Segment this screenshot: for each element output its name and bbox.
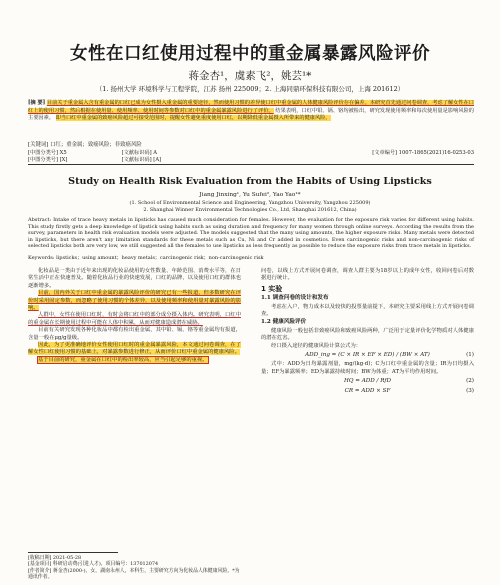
right-paragraph-1: 考虑在入户，物力成本以及较快的投票量前提下，本研究主要采用线上方式开展问卷调查。 — [261, 303, 474, 318]
section-heading-1: 1 实验 — [261, 284, 283, 293]
clc-number: [中图分类号] X5 — [28, 150, 67, 156]
document-code-2: [文献标识码] [A] — [121, 157, 162, 163]
footnote-funding: [基金项目] 科研启动费(引进人才)，项目编号：137012074 — [28, 561, 159, 568]
right-paragraph-3: 经口摄入途径的健康风险计算公式为： — [271, 342, 362, 349]
affiliation-en — [0, 200, 500, 213]
formula-2 — [261, 378, 474, 385]
body-right-column — [261, 268, 474, 397]
document-code: [文献标识码] A — [121, 150, 158, 156]
meta-row-2 — [28, 156, 474, 163]
header-divider — [28, 164, 474, 165]
formula-3-body: CR = ADD × SF — [344, 387, 391, 394]
keywords-en: Keywords: lipsticks；using amount；heavy metals；carcinogenic risk；non-carcinogenic risk — [28, 255, 264, 261]
footnote-divider — [28, 552, 118, 553]
right-paragraph-0: 问卷，以线上方式开展问卷调查，调查人群主要为18岁以上的成年女性，收回问卷后对数据进行统计。 — [261, 268, 474, 282]
affiliation-cn: （1. 扬州大学 环境科学与工程学院，江苏 扬州 225009；2. 上海同鼎环保科技有限公司，上海 201612） — [95, 85, 405, 93]
keywords-cn: [关键词] 口红；重金属；致癌风险；非致癌风险 — [28, 142, 142, 148]
affiliation-en-line-1: (1. School of Environmental Science and Engineering, Yangzhou University, Yangzhou 225009) — [129, 200, 371, 206]
authors-en: Jiang Jinxing¹, Yu Sufei², Yao Yao¹* — [199, 192, 301, 198]
abstract-cn-highlight-2: 即当口红中重金属的致癌风险超过可接受范围时，提醒女性避免重度使用口红，以期降低重金属摄入所带来的健康风险。 — [55, 115, 331, 122]
formula-1-body: ADD_ing = (C × IR × EF × ED) / (BW × AT) — [305, 352, 430, 359]
body-left-column — [28, 268, 241, 364]
paper-title-en: Study on Health Risk Evaluation from the Habits of Using Lipsticks — [68, 176, 432, 187]
abstract-cn-highlight-1: 目前关于重金属入含有重金属的口红已成为女性摄入重金属的重要途径，然而使用习惯的差异使口红中重金属的人体健康风险评价存在偏差。本研究首先通过问卷调查，考虑了解女性在口红上的使用习惯，然后根据在使用量、使用频率、使用时间等参数对口红中的重金属暴露风险进行了评价。 — [28, 100, 474, 114]
subsection-heading-1-1: 1.1 调查问卷的设计和发布 — [261, 295, 329, 302]
abstract-en: Abstract: Intake of trace heavy metals in lipsticks has caused much consideration for females. However, the evaluation for the exposure risk varies for different using habits. This study firstly gets a deep knowledge of lipstick using habits such as using duration and frequency for many women through online surveys. According the results from the survey, parameters in health risk evaluation models were adjusted. The models suggested that the many using amounts, the higher exposure risks. Many metals were detected in lipsticks, but there aren't any limitation standards for these metals such as Cu, Ni and Cr added in cosmetics. Even carcinogenic risks and non-carcinogenic risks of selected lipsticks both are very low, we still suggested all the females to use lipsticks as less frequently as possible to reduce the exposure risks from trace metals in lipsticks. — [28, 217, 474, 249]
formula-2-number: (2) — [466, 378, 474, 385]
footnotes — [28, 555, 241, 580]
affiliation-en-line-2: 2. Shanghai Winner Environmental Technologies Co., Ltd, Shanghai 201612, China) — [143, 206, 357, 213]
intro-paragraph-5: 因此，为了更准确地评价女性使用口红时的重金属暴露风险，本文通过问卷调查，在了解女性口红使用习惯的基础上，对暴露参数进行修正，从而评价口红中重金属的健康风险。 — [28, 342, 241, 356]
footnote-received: [收稿日期] 2021-05-28 — [28, 555, 82, 561]
formula-1 — [261, 352, 474, 359]
meta-row — [28, 149, 474, 156]
formula-3-number: (3) — [466, 387, 474, 394]
formula-3 — [261, 388, 474, 395]
article-number: [文章编号] 1007-1865(2021)16-0253-03 — [372, 150, 474, 156]
formula-2-body: HQ = ADD / RfD — [344, 378, 391, 385]
subsection-heading-1-2: 1.2 健康风险评价 — [261, 319, 307, 326]
right-paragraph-4: 式中：ADD为日均暴露剂量，mg/(kg·d)；C为口红中重金属的含量；IR为日均摄入量；EF为暴露频率；ED为暴露持续时间；BW为体重；AT为平均作用时间。 — [261, 361, 474, 375]
paper-title-cn: 女性在口红使用过程中的重金属暴露风险评价 — [70, 44, 430, 64]
abstract-cn — [28, 100, 474, 123]
intro-paragraph-6: 基于目前的研究，重金属在口红中的检出率较高，应当引起足够的重视。 — [38, 356, 208, 363]
abstract-label-cn: [摘 要] — [28, 100, 46, 106]
abstract-cn-text-2: 结果表明，口红中铅、镉、铬均被检出，研究发现使用频率和每次使用量是影响风险的主要因素。 — [28, 107, 474, 122]
intro-paragraph-2: 目前，国内外关于口红中重金属的暴露风险评价的研究已有一些报道，但多数研究在评价时采用固定参数，而忽略了使用习惯的个体差异，以及使用频率和使用量对暴露风险的影响。 — [28, 290, 241, 312]
clc-number-2: [中图分类号] [X] — [28, 157, 68, 163]
right-paragraph-2: 健康风险一般包括非致癌风险和致癌风险两种，广泛用于定量评价化学物质对人体健康的潜在危害。 — [261, 327, 474, 342]
authors-cn: 蒋金杏¹，虞素飞²，姚芸¹* — [188, 70, 312, 82]
intro-paragraph-1: 化妆品是一类由于近年来出现的化妆品使用的女性数量、年龄范围、消费水平等，在日常生活中正在快速普及。随着化妆品行业的快速发展，口红的品牌，以及使用口红的群体也逐渐增多。 — [28, 268, 241, 289]
intro-paragraph-4: 目前有关研究发现各种化妆品中都有检出重金属，其中铅、镉、铬等重金属均有报道，含量一般在μg/g量级。 — [28, 327, 241, 341]
formula-1-number: (1) — [466, 352, 474, 359]
footnote-author: [作者简介] 蒋金杏(2000-)，女，湖南永州人，本科生，主要研究方向为化妆品人体健康风险。*为通讯作者。 — [28, 567, 240, 580]
intro-paragraph-3: 人群中，女性在使用口红时，有时会将口红中的部分成分摄入体内。研究表明，口红中的重金属在长期使用过程中可能在人体中积累，从而对健康造成潜在威胁。 — [28, 312, 241, 326]
